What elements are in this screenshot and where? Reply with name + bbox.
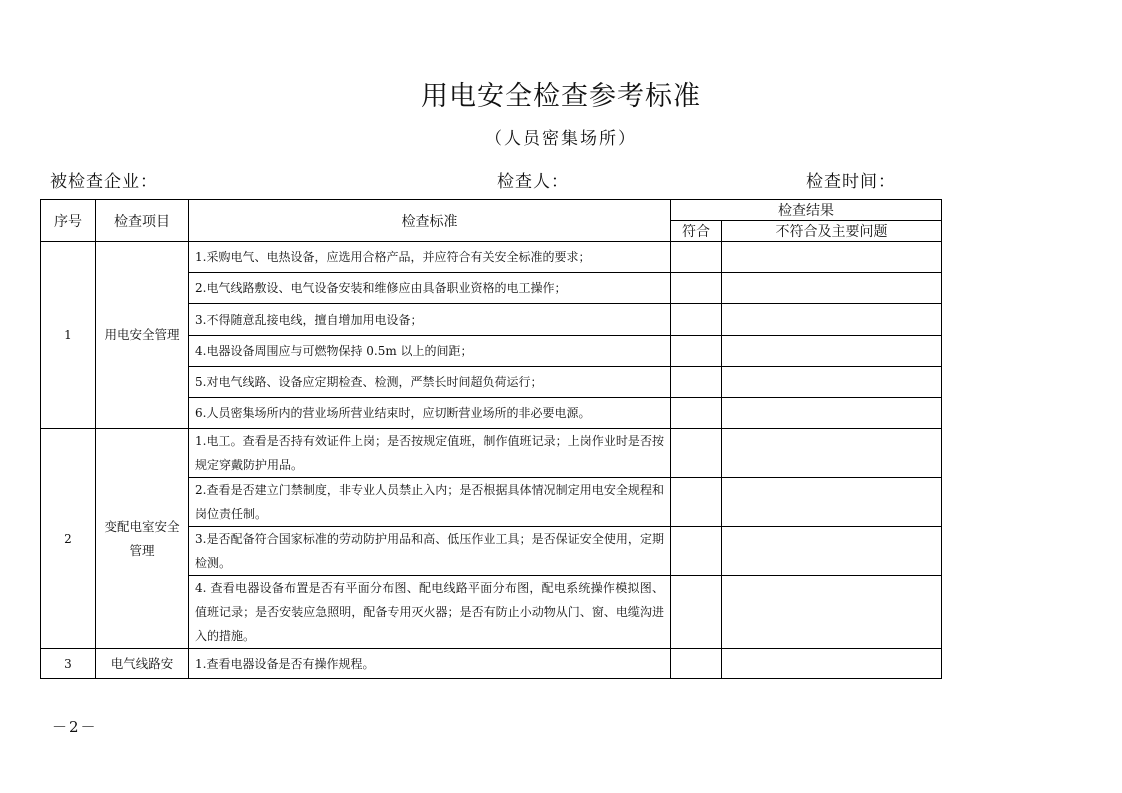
standard-cell: 2.电气线路敷设、电气设备安装和维修应由具备职业资格的电工操作； xyxy=(189,273,671,304)
group-item: 电气线路安 xyxy=(96,649,189,679)
standard-cell: 1.查看电器设备是否有操作规程。 xyxy=(189,649,671,679)
header-seq: 序号 xyxy=(41,200,96,242)
standard-cell: 5.对电气线路、设备应定期检查、检测，严禁长时间超负荷运行； xyxy=(189,367,671,398)
document-subtitle: （人员密集场所） xyxy=(485,129,637,149)
group-item: 变配电室安全管理 xyxy=(96,429,189,649)
inspection-table xyxy=(40,199,942,679)
noncompliant-cell[interactable] xyxy=(722,242,942,273)
page-number: －2－ xyxy=(52,718,98,736)
compliant-cell[interactable] xyxy=(671,429,722,478)
header-compliant: 符合 xyxy=(671,221,722,242)
noncompliant-cell[interactable] xyxy=(722,304,942,336)
compliant-cell[interactable] xyxy=(671,649,722,679)
compliant-cell[interactable] xyxy=(671,273,722,304)
compliant-cell[interactable] xyxy=(671,367,722,398)
header-noncompliant: 不符合及主要问题 xyxy=(722,221,942,242)
header-standard: 检查标准 xyxy=(189,200,671,242)
group-seq: 2 xyxy=(41,429,96,649)
document-title: 用电安全检查参考标准 xyxy=(421,81,701,112)
table-row xyxy=(41,242,942,273)
group-seq: 1 xyxy=(41,242,96,429)
noncompliant-cell[interactable] xyxy=(722,429,942,478)
compliant-cell[interactable] xyxy=(671,527,722,576)
inspection-time-label: 检查时间： xyxy=(806,172,896,192)
noncompliant-cell[interactable] xyxy=(722,478,942,527)
compliant-cell[interactable] xyxy=(671,398,722,429)
compliant-cell[interactable] xyxy=(671,304,722,336)
standard-cell: 3.是否配备符合国家标准的劳动防护用品和高、低压作业工具；是否保证安全使用，定期检测。 xyxy=(189,527,671,576)
noncompliant-cell[interactable] xyxy=(722,527,942,576)
standard-cell: 6.人员密集场所内的营业场所营业结束时，应切断营业场所的非必要电源。 xyxy=(189,398,671,429)
noncompliant-cell[interactable] xyxy=(722,649,942,679)
compliant-cell[interactable] xyxy=(671,336,722,367)
inspected-company-label: 被检查企业： xyxy=(50,172,158,192)
header-result: 检查结果 xyxy=(671,200,942,221)
noncompliant-cell[interactable] xyxy=(722,367,942,398)
standard-cell: 4. 查看电器设备布置是否有平面分布图、配电线路平面分布图，配电系统操作模拟图、值班记录；是否安装应急照明，配备专用灭火器；是否有防止小动物从门、窗、电缆沟进入的措施。 xyxy=(189,576,671,649)
table-row xyxy=(41,649,942,679)
noncompliant-cell[interactable] xyxy=(722,336,942,367)
noncompliant-cell[interactable] xyxy=(722,576,942,649)
noncompliant-cell[interactable] xyxy=(722,273,942,304)
noncompliant-cell[interactable] xyxy=(722,398,942,429)
group-item: 用电安全管理 xyxy=(96,242,189,429)
compliant-cell[interactable] xyxy=(671,242,722,273)
compliant-cell[interactable] xyxy=(671,478,722,527)
standard-cell: 4.电器设备周围应与可燃物保持 0.5m 以上的间距； xyxy=(189,336,671,367)
standard-cell: 1.采购电气、电热设备，应选用合格产品，并应符合有关安全标准的要求； xyxy=(189,242,671,273)
inspector-label: 检查人： xyxy=(497,172,569,192)
header-item: 检查项目 xyxy=(96,200,189,242)
compliant-cell[interactable] xyxy=(671,576,722,649)
table-row xyxy=(41,429,942,478)
group-seq: 3 xyxy=(41,649,96,679)
standard-cell: 2.查看是否建立门禁制度，非专业人员禁止入内；是否根据具体情况制定用电安全规程和岗位责任制。 xyxy=(189,478,671,527)
standard-cell: 1.电工。查看是否持有效证件上岗；是否按规定值班，制作值班记录；上岗作业时是否按规定穿戴防护用品。 xyxy=(189,429,671,478)
standard-cell: 3.不得随意乱接电线，擅自增加用电设备； xyxy=(189,304,671,336)
